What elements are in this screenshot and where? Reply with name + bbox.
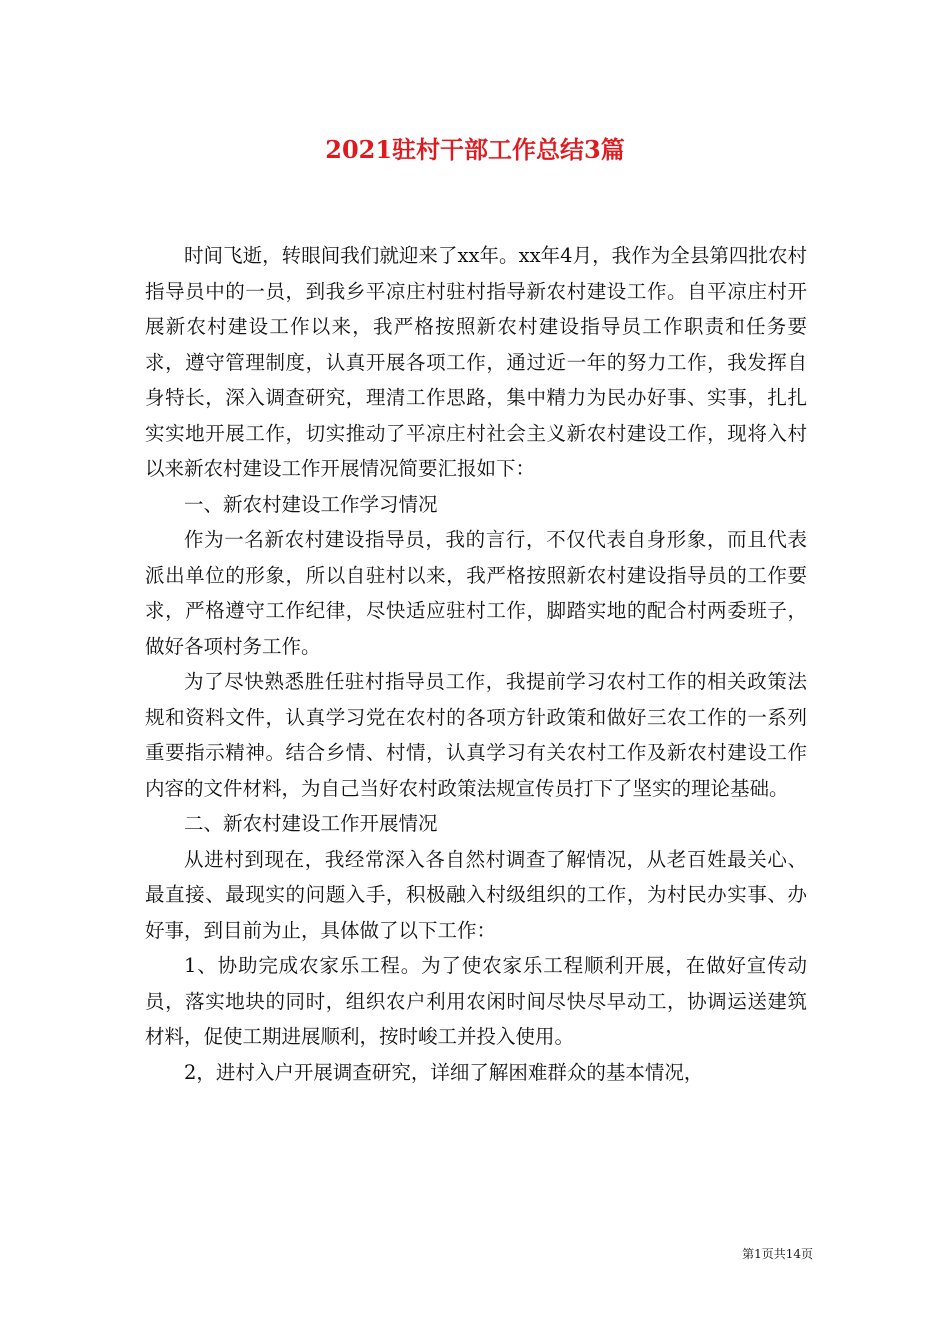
document-body: [145, 238, 807, 1090]
page-number-footer: 第1页共14页: [742, 1247, 813, 1261]
paragraph-work-item-2: 2，进村入户开展调查研究，详细了解困难群众的基本情况，: [184, 1060, 704, 1084]
paragraph-work-item-1: 1、协助完成农家乐工程。为了使农家乐工程顺利开展，在做好宣传动员，落实地块的同时，组织农户利用农闲时间尽快尽早动工，协调运送建筑材料，促使工期进展顺利，按时峻工并投入使用。: [145, 954, 807, 1048]
document-title: 2021驻村干部工作总结3篇: [325, 135, 625, 164]
section-heading-work: 二、新农村建设工作开展情况: [184, 812, 438, 835]
section-heading-study: 一、新农村建设工作学习情况: [184, 492, 438, 516]
paragraph-study-2: 为了尽快熟悉胜任驻村指导员工作，我提前学习农村工作的相关政策法规和资料文件，认真学习党在农村的各项方针政策和做好三农工作的一系列重要指示精神。结合乡情、村情，认真学习有关农村工作及新农村建设工作内容的文件材料，为自己当好农村政策法规宣传员打下了坚实的理论基础。: [145, 670, 807, 800]
paragraph-intro: 时间飞逝，转眼间我们就迎来了xx年。xx年4月，我作为全县第四批农村指导员中的一员，到我乡平凉庄村驻村指导新农村建设工作。自平凉庄村开展新农村建设工作以来，我严格按照新农村建设指导员工作职责和任务要求，遵守管理制度，认真开展各项工作，通过近一年的努力工作，我发挥自身特长，深入调查研究，理清工作思路，集中精力为民办好事、实事，扎扎实实地开展工作，切实推动了平凉庄村社会主义新农村建设工作，现将入村以来新农村建设工作开展情况简要汇报如下：: [145, 244, 807, 480]
paragraph-work-1: 从进村到现在，我经常深入各自然村调查了解情况，从老百姓最关心、最直接、最现实的问题入手，积极融入村级组织的工作，为村民办实事、办好事，到目前为止，具体做了以下工作：: [145, 847, 807, 942]
paragraph-study-1: 作为一名新农村建设指导员，我的言行，不仅代表自身形象，而且代表派出单位的形象，所以自驻村以来，我严格按照新农村建设指导员的工作要求，严格遵守工作纪律，尽快适应驻村工作，脚踏实地的配合村两委班子，做好各项村务工作。: [145, 528, 807, 658]
